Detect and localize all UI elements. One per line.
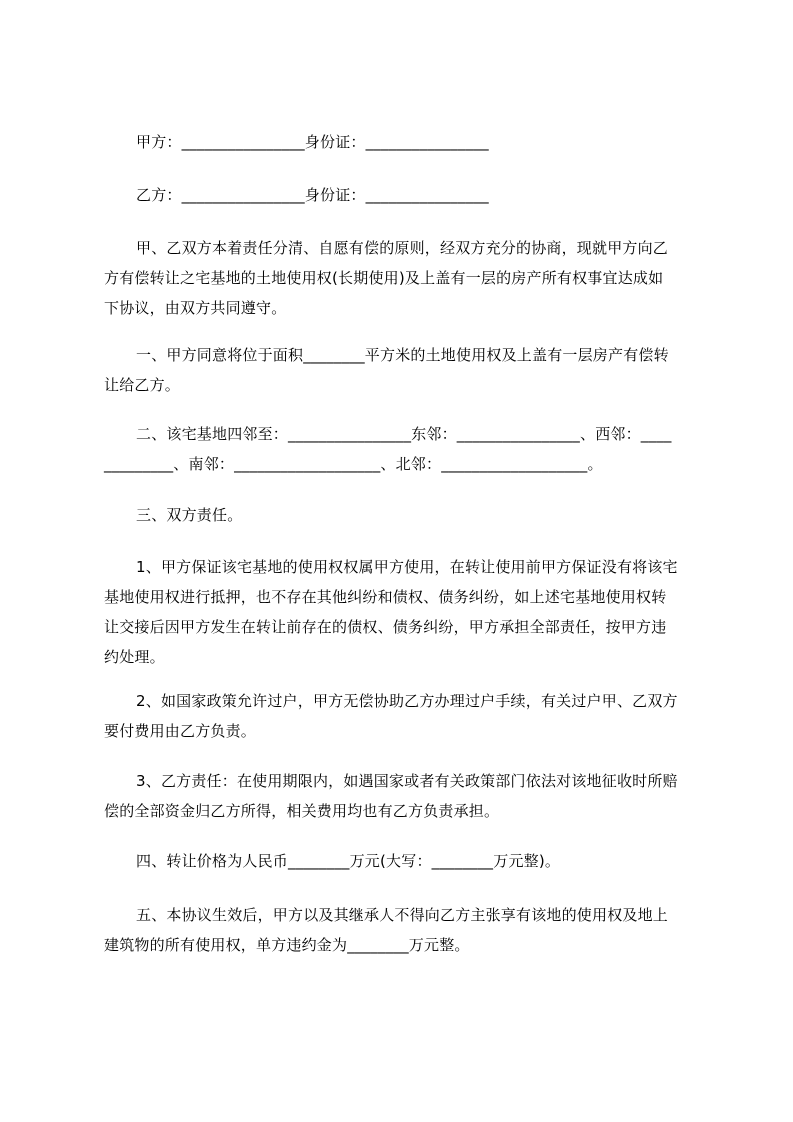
preamble-paragraph [104,233,710,323]
preamble-line: 甲、乙双方本着责任分清、自愿有偿的原则，经双方充分的协商，现就甲方向乙 [136,239,669,257]
clause-3-1-line: 基地使用权进行抵押，也不存在其他纠纷和债权、债务纠纷，如上述宅基地使用权转 [104,588,667,606]
clause-4-text: 四、转让价格为人民币________万元(大写：________万元整)。 [136,852,561,870]
clause-3-3-line: 偿的全部资金归乙方所得，相关费用均也有乙方负责承担。 [104,802,500,820]
clause-5-line: 五、本协议生效后，甲方以及其继承人不得向乙方主张享有该地的使用权及地上 [136,906,669,924]
clause-3-1-line: 约处理。 [104,648,165,666]
clause-2-paragraph [104,419,710,479]
clause-3-2-paragraph [104,686,710,746]
clause-3-3-paragraph [104,766,710,826]
preamble-line: 方有偿转让之宅基地的土地使用权(长期使用)及上盖有一层的房产所有权事宜达成如 [104,269,664,287]
clause-2-line: 二、该宅基地四邻至：________________东邻：________________、西邻：____ [136,425,672,443]
clause-3-1-line: 1、甲方保证该宅基地的使用权权属甲方使用，在转让使用前甲方保证没有将该宅 [136,558,678,576]
party-a-text: 甲方：________________身份证：________________ [136,133,489,151]
clause-1-line: 让给乙方。 [104,376,181,394]
clause-4-line [104,846,710,876]
party-a-line [104,127,710,157]
preamble-line: 下协议，由双方共同遵守。 [104,299,287,317]
clause-3-1-paragraph [104,552,710,672]
clause-2-line: _________、南邻：___________________、北邻：___________________。 [104,455,603,473]
clause-3-2-line: 要付费用由乙方负责。 [104,722,257,740]
clause-1-line: 一、甲方同意将位于面积________平方米的土地使用权及上盖有一层房产有偿转 [136,346,669,364]
party-b-line [104,180,710,210]
clause-1-paragraph [104,340,710,400]
clause-3-2-line: 2、如国家政策允许过户，甲方无偿协助乙方办理过户手续，有关过户甲、乙双方 [136,692,678,710]
clause-3-1-line: 让交接后因甲方发生在转让前存在的债权、债务纠纷，甲方承担全部责任，按甲方违 [104,618,667,636]
party-b-text: 乙方：________________身份证：________________ [136,186,489,204]
clause-3-heading [104,500,710,530]
clause-3-3-line: 3、乙方责任：在使用期限内，如遇国家或者有关政策部门依法对该地征收时所赔 [136,772,678,790]
clause-5-line: 建筑物的所有使用权，单方违约金为________万元整。 [104,936,470,954]
clause-5-paragraph [104,900,710,960]
clause-3-text: 三、双方责任。 [136,506,243,524]
